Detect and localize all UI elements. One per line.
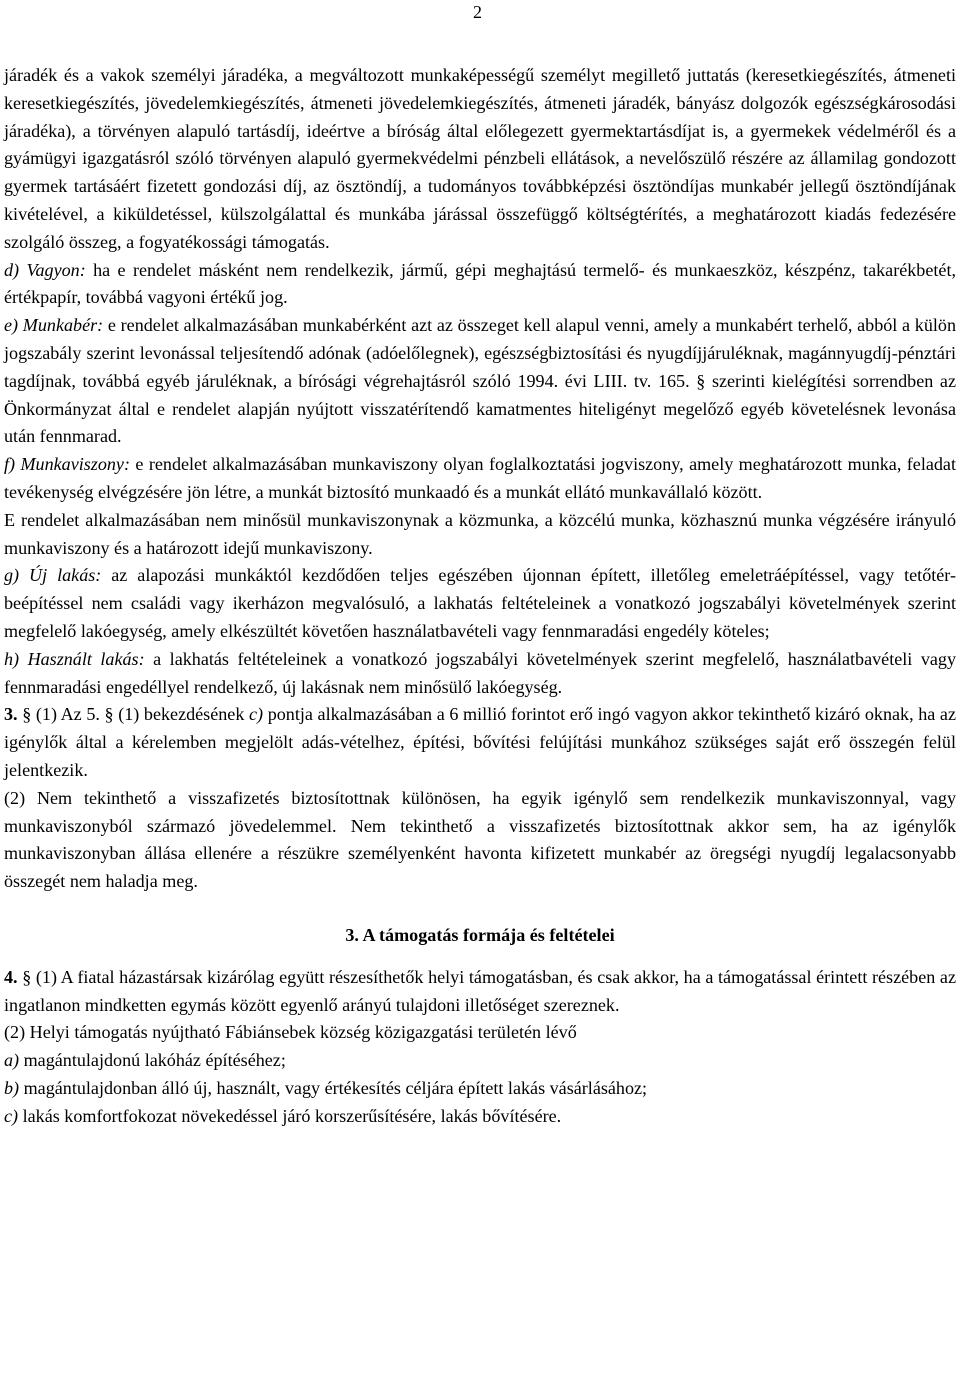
page-number: 2 — [473, 2, 482, 22]
list-item-label: b) — [4, 1077, 20, 1098]
definition-text: e rendelet alkalmazásában munkabérként azt az összeget kell alapul venni, amely a munkabért terhelő, abból a külön jogszabály szerint levonással teljesítendő adónak (adóelőlegnek), egészségbiztosítási és nyugdíjjáruléknak, magánnyugdíj-pénztári tagdíjnak, továbbá egyéb járuléknak, a bírósági végrehajtásról szóló 1994. évi LIII. tv. 165. § szerinti kielégítési sorrendben az Önkormányzat által e rendelet alapján nyújtott visszatérítendő kamatmentes hiteligényt megelőző egyéb követelésnek levonása után fennmarad. — [4, 315, 956, 447]
definition-text: az alapozási munkáktól kezdődően teljes egészében újonnan épített, illetőleg emeletráépítéssel, vagy tetőtér-beépítéssel nem családi vagy ikerházon megvalósuló, a lakhatás feltételeinek a vonatkozó jogszabályi követelmények szerint megfelelő lakóegység, amely elkészültét követően használatbavételi vagy fennmaradási engedély köteles; — [4, 565, 956, 641]
definition-f-note: E rendelet alkalmazásában nem minősül munkaviszonynak a közmunka, a közcélú munka, közhasznú munka végzésére irányuló munkaviszony és a határozott idejű munkaviszony. — [4, 509, 956, 558]
definition-f-munkaviszony — [4, 451, 956, 507]
list-item-label: c) — [4, 1105, 19, 1126]
definition-text: e rendelet alkalmazásában munkaviszony olyan foglalkoztatási jogviszony, amely meghatározott munka, feladat tevékenység elvégzésére jön létre, a munkát biztosító munkaadó és a munkát ellátó munkavállaló között. — [4, 454, 956, 502]
list-item-label: a) — [4, 1050, 20, 1071]
list-item-c — [4, 1103, 956, 1131]
section-text: § (1) Az 5. § (1) bekezdésének — [17, 704, 250, 725]
section-number: 3. — [4, 704, 18, 725]
chapter-heading: 3. A támogatás formája és feltételei — [345, 924, 615, 945]
section-3-paragraph-2: (2) Nem tekinthető a visszafizetés biztosítottnak különösen, ha egyik igénylő sem rendelkezik munkaviszonnyal, vagy munkaviszonyból származó jövedelemmel. Nem tekinthető a visszafizetés biztosítottnak akkor sem, ha az igénylők munkaviszonyban állása ellenére a részükre személyenként havonta kifizetett munkabér az öregségi nyugdíj legalacsonyabb összegét nem haladja meg. — [4, 787, 956, 892]
definition-label: g) Új lakás: — [4, 565, 102, 586]
definition-h-hasznalt-lakas — [4, 646, 956, 702]
section-3-paragraph-1 — [4, 701, 956, 784]
definition-label: d) Vagyon: — [4, 259, 86, 280]
definition-label: f) Munkaviszony: — [4, 454, 130, 475]
definition-d-vagyon — [4, 257, 956, 313]
section-text: § (1) A fiatal házastársak kizárólag együtt részesíthetők helyi támogatásban, és csak akkor, ha a támogatással érintett részében az ingatlanon mindketten egymás között egyenlő arányú tulajdoni illetőséget szereznek. — [4, 966, 956, 1015]
list-item-b — [4, 1075, 956, 1103]
definition-g-uj-lakas — [4, 562, 956, 645]
definition-label: h) Használt lakás: — [4, 648, 145, 669]
point-label: c) — [249, 704, 264, 725]
paragraph-income-items: járadék és a vakok személyi járadéka, a megváltozott munkaképességű személyt megillető juttatás (keresetkiegészítés, átmeneti keresetkiegészítés, jövedelemkiegészítés, átmeneti jövedelemkiegészítés, átmeneti járadék, bányász dolgozók egészségkárosodási járadéka), a törvényen alapuló tartásdíj, ideértve a bíróság által előlegezett gyermektartásdíjat is, a gyermekek védelméről és a gyámügyi igazgatásról szóló törvényen alapuló gyermekvédelmi pénzbeli ellátások, a nevelőszülő részére az államilag gondozott gyermek tartásáért fizetett gondozási díj, az ösztöndíj, a tudományos továbbképzési ösztöndíjas munkabér jellegű ösztöndíjának kivételével, a kiküldetéssel, külszolgálattal és munkába járással összefüggő költségtérítés, a meghatározott kiadás fedezésére szolgáló összeg, a fogyatékossági támogatás. — [4, 65, 956, 252]
section-text: pontja alkalmazásában a 6 millió forintot erő ingó vagyon akkor tekinthető kizáró oknak, ha az igénylők által a kérelemben megjelölt adás-vételhez, építési, bővítési felújítási munkához szükséges saját erő összegén felül jelentkezik. — [4, 704, 956, 780]
section-4-paragraph-2: (2) Helyi támogatás nyújtható Fábiánsebek község közigazgatási területén lévő — [4, 1022, 577, 1043]
list-item-text: lakás komfortfokozat növekedéssel járó korszerűsítésére, lakás bővítésére. — [18, 1105, 562, 1126]
definition-text: ha e rendelet másként nem rendelkezik, jármű, gépi meghajtású termelő- és munkaeszköz, készpénz, takarékbetét, értékpapír, továbbá vagyoni értékű jog. — [4, 259, 956, 308]
section-4-paragraph-1 — [4, 964, 956, 1020]
list-item-text: magántulajdonban álló új, használt, vagy értékesítés céljára épített lakás vásárlásához; — [19, 1077, 648, 1098]
definition-label: e) Munkabér: — [4, 315, 104, 336]
definition-text: a lakhatás feltételeinek a vonatkozó jogszabályi követelmények szerint megfelelő, használatbavételi vagy fennmaradási engedéllyel rendelkező, új lakásnak nem minősülő lakóegység. — [4, 648, 956, 697]
section-number: 4. — [4, 966, 18, 987]
list-item-text: magántulajdonú lakóház építéséhez; — [19, 1050, 286, 1071]
definition-e-munkaber — [4, 312, 956, 451]
list-item-a — [4, 1047, 956, 1075]
